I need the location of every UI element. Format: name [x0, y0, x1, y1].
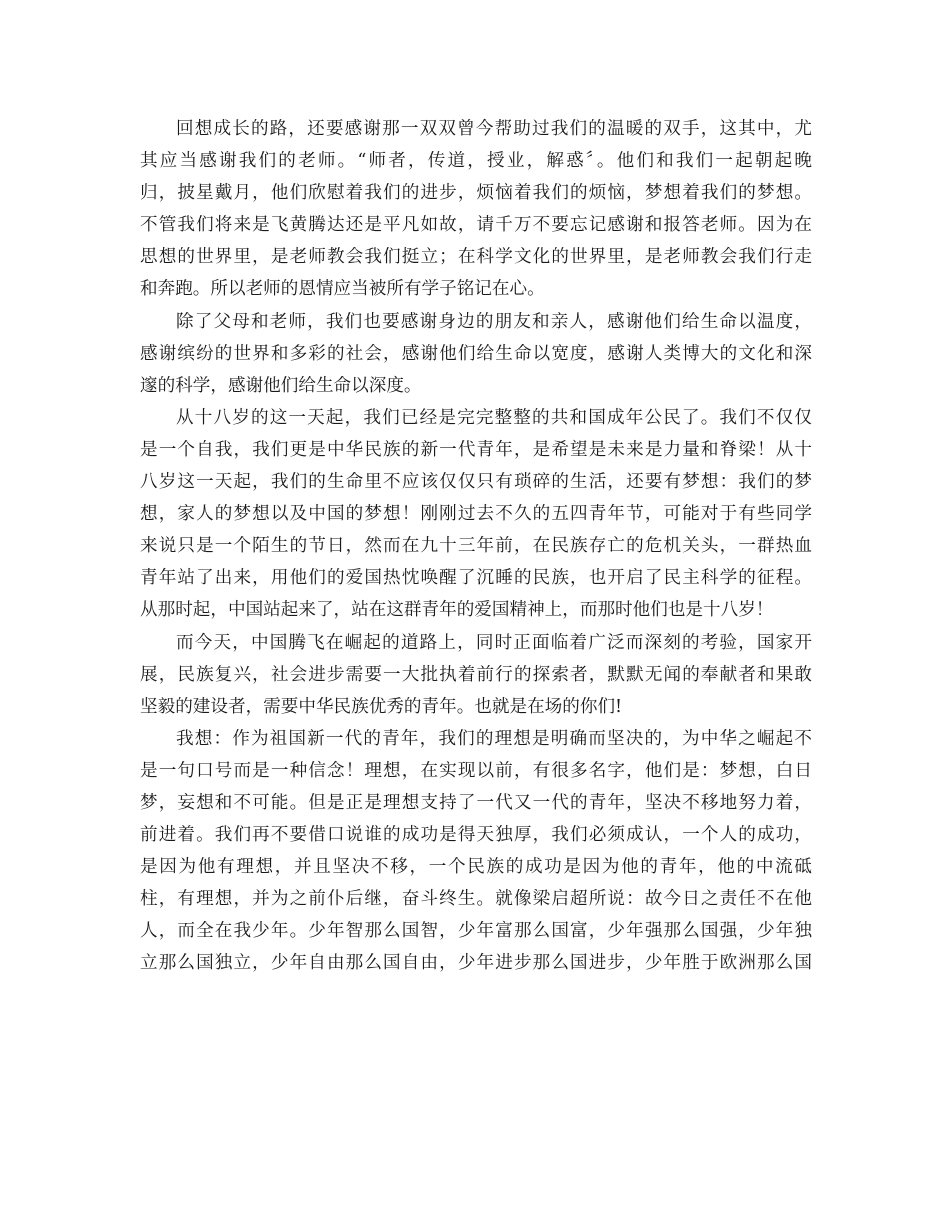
paragraph-ideals: [140, 723, 812, 980]
text-line: 前进着。我们再不要借口说谁的成功是得天独厚，我们必须成认，一个人的成功，: [140, 825, 812, 846]
text-line: 展，民族复兴，社会进步需要一大批执着前行的探索者，默默无闻的奉献者和果敢: [140, 664, 812, 685]
text-line: 其应当感谢我们的老师。“师者，传道，授业，解惑〞。他们和我们一起朝起晚: [140, 151, 812, 172]
text-line: 而今天，中国腾飞在崛起的道路上，同时正面临着广泛而深刻的考验，国家开: [176, 632, 812, 653]
text-line: 梦，妄想和不可能。但是正是理想支持了一代又一代的青年，坚决不移地努力着，: [140, 792, 812, 813]
text-line: 和奔跑。所以老师的恩情应当被所有学子铭记在心。: [140, 279, 545, 300]
text-line: 柱，有理想，并为之前仆后继，奋斗终生。就像梁启超所说：故今日之责任不在他: [140, 889, 812, 910]
text-line: 感谢缤纷的世界和多彩的社会，感谢他们给生命以宽度，感谢人类博大的文化和深: [140, 343, 812, 364]
text-line: 八岁这一天起，我们的生命里不应该仅仅只有琐碎的生活，还要有梦想：我们的梦: [140, 472, 812, 493]
paragraph-today: [140, 627, 812, 723]
text-line: 除了父母和老师，我们也要感谢身边的朋友和亲人，感谢他们给生命以温度，: [176, 311, 812, 332]
paragraph-friends-family: [140, 306, 812, 402]
text-line: 立那么国独立，少年自由那么国自由，少年进步那么国进步，少年胜于欧洲那么国: [140, 953, 812, 974]
document-body: [140, 113, 812, 980]
text-line: 回想成长的路，还要感谢那一双双曾今帮助过我们的温暖的双手，这其中，尤: [176, 119, 812, 139]
text-line: 坚毅的建设者，需要中华民族优秀的青年。也就是在场的你们!: [140, 696, 623, 717]
paragraph-eighteen: [140, 402, 812, 627]
text-line: 思想的世界里，是老师教会我们挺立；在科学文化的世界里，是老师教会我们行走: [140, 247, 812, 268]
text-line: 来说只是一个陌生的节日，然而在九十三年前，在民族存亡的危机关头，一群热血: [140, 536, 812, 557]
text-line: 归，披星戴月，他们欣慰着我们的进步，烦恼着我们的烦恼，梦想着我们的梦想。: [140, 183, 812, 204]
text-line: 从十八岁的这一天起，我们已经是完完整整的共和国成年公民了。我们不仅仅: [176, 407, 812, 428]
text-line: 是一句口号而是一种信念！理想，在实现以前，有很多名字，他们是：梦想，白日: [140, 760, 812, 781]
text-line: 邃的科学，感谢他们给生命以深度。: [140, 375, 422, 396]
text-line: 不管我们将来是飞黄腾达还是平凡如故，请千万不要忘记感谢和报答老师。因为在: [140, 215, 812, 236]
text-line: 人，而全在我少年。少年智那么国智，少年富那么国富，少年强那么国强，少年独: [140, 921, 812, 942]
paragraph-teachers: [140, 113, 812, 306]
text-line: 想，家人的梦想以及中国的梦想！刚刚过去不久的五四青年节，可能对于有些同学: [140, 504, 812, 525]
text-line: 青年站了出来，用他们的爱国热忱唤醒了沉睡的民族，也开启了民主科学的征程。: [140, 568, 812, 589]
text-line: 我想：作为祖国新一代的青年，我们的理想是明确而坚决的，为中华之崛起不: [176, 728, 812, 749]
text-line: 是因为他有理想，并且坚决不移，一个民族的成功是因为他的青年，他的中流砥: [140, 857, 812, 878]
text-line: 是一个自我，我们更是中华民族的新一代青年，是希望是未来是力量和脊梁！从十: [140, 439, 812, 460]
text-line: 从那时起，中国站起来了，站在这群青年的爱国精神上，而那时他们也是十八岁！: [140, 600, 774, 621]
